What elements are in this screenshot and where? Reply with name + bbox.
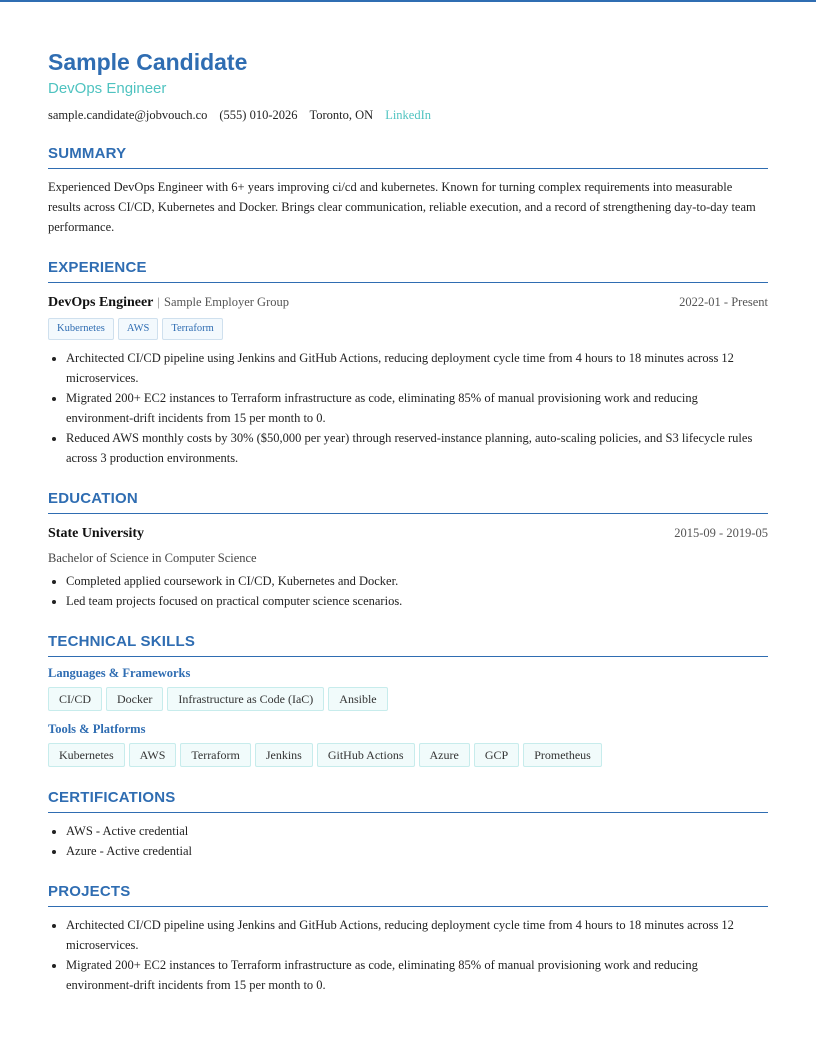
summary-text: Experienced DevOps Engineer with 6+ years improving ci/cd and kubernetes. Known for turning complex requirements into measurable results across CI/CD, Kubernetes and Docker. Brings clear communication, reliable execution, and a record of strengthening day-to-day team performance. [48,180,756,234]
skill-chip: Jenkins [255,743,313,767]
education-bullet: • Completed applied coursework in CI/CD, Kubernetes and Docker. [66,571,768,591]
section-title-summary: SUMMARY [48,145,768,169]
job-header [48,293,768,312]
education-header [48,524,768,543]
school-name: State University [48,526,145,541]
linkedin-link[interactable]: LinkedIn [385,108,432,122]
summary-section [48,145,768,237]
skill-chips-languages [48,687,768,711]
skill-chip: GCP [474,743,519,767]
skill-chip: AWS [129,743,177,767]
education-section [48,490,768,611]
contact-line [48,107,768,123]
job-tag: Kubernetes [48,318,114,340]
job-title: DevOps Engineer [48,295,154,310]
job-dates: 2022-01 - Present [679,295,768,309]
contact-phone: (555) 010-2026 [219,108,298,122]
experience-section [48,259,768,468]
skill-chip: CI/CD [48,687,102,711]
job-bullets [48,348,768,468]
candidate-name: Sample Candidate [48,49,248,75]
project-item: • Migrated 200+ EC2 instances to Terraform infrastructure as code, eliminating 85% of manual provisioning work and reducing environment-drift incidents from 15 per month to 0. [66,955,768,995]
candidate-role: DevOps Engineer [48,80,167,97]
job-bullet: • Architected CI/CD pipeline using Jenkins and GitHub Actions, reducing deployment cycle time from 4 hours to 18 minutes across 12 microservices. [66,348,768,388]
section-title-certifications: CERTIFICATIONS [48,789,768,813]
skill-chip: GitHub Actions [317,743,415,767]
education-dates: 2015-09 - 2019-05 [674,526,768,540]
resume-page [48,48,768,995]
section-title-skills: TECHNICAL SKILLS [48,633,768,657]
top-accent-bar [0,0,816,2]
certifications-section [48,789,768,861]
certification-item: • Azure - Active credential [66,841,768,861]
skill-chips-tools [48,743,768,767]
skill-chip: Azure [419,743,470,767]
contact-location: Toronto, ON [309,108,374,122]
projects-section [48,883,768,995]
job-tag: AWS [118,318,159,340]
education-bullet: • Led team projects focused on practical computer science scenarios. [66,591,768,611]
contact-email[interactable]: sample.candidate@jobvouch.co [48,108,208,122]
degree: Bachelor of Science in Computer Science [48,551,257,565]
section-title-projects: PROJECTS [48,883,768,907]
section-title-experience: EXPERIENCE [48,259,768,283]
skill-chip: Infrastructure as Code (IaC) [167,687,324,711]
certification-item: • AWS - Active credential [66,821,768,841]
skill-chip: Terraform [180,743,250,767]
skill-chip: Ansible [328,687,387,711]
skills-section [48,633,768,767]
skill-chip: Docker [106,687,163,711]
skill-category-tools: Tools & Platforms [48,722,146,736]
job-employer: Sample Employer Group [164,295,289,309]
education-bullets [48,571,768,611]
certification-list [48,821,768,861]
job-tags [48,318,768,340]
job-tag: Terraform [162,318,222,340]
section-title-education: EDUCATION [48,490,768,514]
skill-chip: Kubernetes [48,743,125,767]
project-item: • Architected CI/CD pipeline using Jenkins and GitHub Actions, reducing deployment cycle time from 4 hours to 18 minutes across 12 microservices. [66,915,768,955]
job-bullet: • Reduced AWS monthly costs by 30% ($50,000 per year) through reserved-instance planning, auto-scaling policies, and S3 lifecycle rules across 3 production environments. [66,428,768,468]
skill-category-languages: Languages & Frameworks [48,666,191,680]
project-list [48,915,768,995]
job-bullet: • Migrated 200+ EC2 instances to Terraform infrastructure as code, eliminating 85% of manual provisioning work and reducing environment-drift incidents from 15 per month to 0. [66,388,768,428]
skill-chip: Prometheus [523,743,602,767]
job-separator: | [157,294,160,309]
